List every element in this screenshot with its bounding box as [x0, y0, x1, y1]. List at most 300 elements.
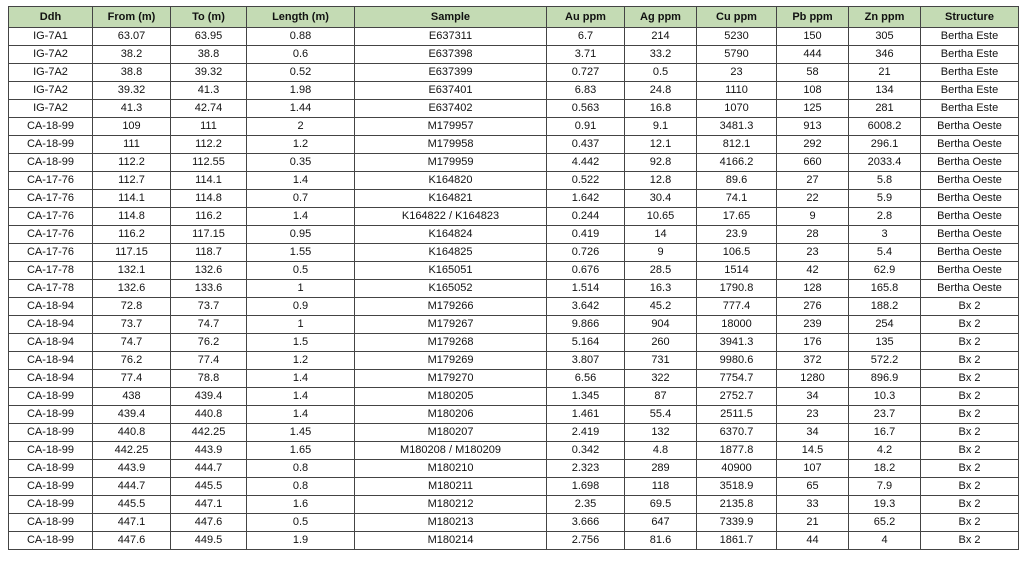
cell-cu: 40900: [697, 460, 777, 478]
cell-ag: 92.8: [625, 154, 697, 172]
cell-from: 114.8: [93, 208, 171, 226]
cell-structure: Bertha Este: [921, 28, 1019, 46]
cell-from: 117.15: [93, 244, 171, 262]
cell-to: 77.4: [171, 352, 247, 370]
cell-structure: Bx 2: [921, 406, 1019, 424]
cell-from: 114.1: [93, 190, 171, 208]
cell-length: 1: [247, 316, 355, 334]
cell-ddh: CA-18-99: [9, 406, 93, 424]
cell-cu: 2511.5: [697, 406, 777, 424]
cell-structure: Bx 2: [921, 334, 1019, 352]
cell-structure: Bx 2: [921, 442, 1019, 460]
cell-cu: 17.65: [697, 208, 777, 226]
cell-ag: 647: [625, 514, 697, 532]
cell-structure: Bx 2: [921, 514, 1019, 532]
cell-ddh: CA-18-94: [9, 334, 93, 352]
cell-ag: 9.1: [625, 118, 697, 136]
cell-pb: 108: [777, 82, 849, 100]
table-row: [9, 460, 1019, 478]
cell-zn: 10.3: [849, 388, 921, 406]
cell-ag: 289: [625, 460, 697, 478]
cell-ddh: CA-18-99: [9, 442, 93, 460]
table-row: [9, 316, 1019, 334]
cell-cu: 89.6: [697, 172, 777, 190]
cell-from: 76.2: [93, 352, 171, 370]
cell-ddh: IG-7A2: [9, 82, 93, 100]
cell-zn: 2033.4: [849, 154, 921, 172]
cell-structure: Bertha Este: [921, 100, 1019, 118]
cell-cu: 6370.7: [697, 424, 777, 442]
header-structure: Structure: [921, 7, 1019, 28]
cell-from: 41.3: [93, 100, 171, 118]
cell-ag: 45.2: [625, 298, 697, 316]
cell-ddh: CA-17-78: [9, 280, 93, 298]
cell-ag: 55.4: [625, 406, 697, 424]
cell-zn: 5.9: [849, 190, 921, 208]
cell-from: 38.2: [93, 46, 171, 64]
cell-pb: 125: [777, 100, 849, 118]
cell-ddh: IG-7A2: [9, 64, 93, 82]
cell-from: 116.2: [93, 226, 171, 244]
cell-au: 3.642: [547, 298, 625, 316]
header-pb: Pb ppm: [777, 7, 849, 28]
header-ddh: Ddh: [9, 7, 93, 28]
cell-to: 73.7: [171, 298, 247, 316]
cell-length: 1.9: [247, 532, 355, 550]
table-row: [9, 46, 1019, 64]
cell-zn: 135: [849, 334, 921, 352]
cell-pb: 276: [777, 298, 849, 316]
assay-table-container: [8, 6, 1018, 550]
cell-au: 4.442: [547, 154, 625, 172]
cell-length: 1: [247, 280, 355, 298]
cell-au: 0.419: [547, 226, 625, 244]
cell-structure: Bertha Oeste: [921, 190, 1019, 208]
cell-zn: 305: [849, 28, 921, 46]
cell-pb: 292: [777, 136, 849, 154]
cell-ddh: CA-18-99: [9, 532, 93, 550]
cell-cu: 3481.3: [697, 118, 777, 136]
cell-to: 114.8: [171, 190, 247, 208]
cell-au: 9.866: [547, 316, 625, 334]
cell-from: 77.4: [93, 370, 171, 388]
table-row: [9, 352, 1019, 370]
cell-sample: M179958: [355, 136, 547, 154]
cell-length: 1.55: [247, 244, 355, 262]
cell-zn: 254: [849, 316, 921, 334]
cell-ag: 322: [625, 370, 697, 388]
table-row: [9, 244, 1019, 262]
cell-length: 1.4: [247, 406, 355, 424]
cell-pb: 34: [777, 424, 849, 442]
cell-au: 1.642: [547, 190, 625, 208]
cell-length: 0.7: [247, 190, 355, 208]
cell-from: 111: [93, 136, 171, 154]
cell-ag: 10.65: [625, 208, 697, 226]
cell-ag: 12.1: [625, 136, 697, 154]
cell-pb: 28: [777, 226, 849, 244]
cell-to: 442.25: [171, 424, 247, 442]
cell-ag: 69.5: [625, 496, 697, 514]
cell-ddh: CA-18-99: [9, 460, 93, 478]
header-zn: Zn ppm: [849, 7, 921, 28]
cell-zn: 16.7: [849, 424, 921, 442]
cell-to: 38.8: [171, 46, 247, 64]
cell-sample: E637401: [355, 82, 547, 100]
cell-ddh: CA-18-94: [9, 352, 93, 370]
cell-length: 0.9: [247, 298, 355, 316]
cell-pb: 58: [777, 64, 849, 82]
cell-au: 0.726: [547, 244, 625, 262]
cell-to: 116.2: [171, 208, 247, 226]
cell-pb: 176: [777, 334, 849, 352]
cell-au: 2.419: [547, 424, 625, 442]
cell-zn: 5.4: [849, 244, 921, 262]
cell-au: 2.756: [547, 532, 625, 550]
cell-cu: 1861.7: [697, 532, 777, 550]
cell-to: 447.6: [171, 514, 247, 532]
cell-to: 118.7: [171, 244, 247, 262]
assay-results-table: [8, 6, 1019, 550]
cell-structure: Bertha Este: [921, 82, 1019, 100]
cell-au: 1.461: [547, 406, 625, 424]
cell-structure: Bx 2: [921, 532, 1019, 550]
cell-from: 447.1: [93, 514, 171, 532]
cell-length: 1.45: [247, 424, 355, 442]
cell-length: 1.5: [247, 334, 355, 352]
cell-length: 1.98: [247, 82, 355, 100]
cell-zn: 65.2: [849, 514, 921, 532]
cell-structure: Bx 2: [921, 352, 1019, 370]
table-row: [9, 154, 1019, 172]
cell-ddh: CA-17-78: [9, 262, 93, 280]
cell-length: 0.5: [247, 514, 355, 532]
table-row: [9, 28, 1019, 46]
cell-pb: 128: [777, 280, 849, 298]
cell-to: 133.6: [171, 280, 247, 298]
cell-structure: Bertha Oeste: [921, 172, 1019, 190]
cell-to: 114.1: [171, 172, 247, 190]
table-row: [9, 190, 1019, 208]
cell-ag: 9: [625, 244, 697, 262]
table-row: [9, 64, 1019, 82]
cell-structure: Bx 2: [921, 370, 1019, 388]
cell-au: 5.164: [547, 334, 625, 352]
cell-from: 440.8: [93, 424, 171, 442]
cell-sample: M180208 / M180209: [355, 442, 547, 460]
table-row: [9, 388, 1019, 406]
cell-pb: 23: [777, 244, 849, 262]
cell-from: 438: [93, 388, 171, 406]
cell-structure: Bx 2: [921, 496, 1019, 514]
cell-from: 443.9: [93, 460, 171, 478]
cell-cu: 4166.2: [697, 154, 777, 172]
cell-length: 0.95: [247, 226, 355, 244]
cell-pb: 150: [777, 28, 849, 46]
cell-au: 0.342: [547, 442, 625, 460]
cell-sample: K165052: [355, 280, 547, 298]
cell-zn: 4: [849, 532, 921, 550]
cell-structure: Bertha Oeste: [921, 208, 1019, 226]
cell-length: 1.4: [247, 388, 355, 406]
cell-zn: 5.8: [849, 172, 921, 190]
cell-ddh: CA-17-76: [9, 244, 93, 262]
table-row: [9, 100, 1019, 118]
cell-cu: 777.4: [697, 298, 777, 316]
cell-ag: 12.8: [625, 172, 697, 190]
cell-ddh: IG-7A2: [9, 100, 93, 118]
cell-ag: 731: [625, 352, 697, 370]
header-ag: Ag ppm: [625, 7, 697, 28]
table-row: [9, 118, 1019, 136]
cell-to: 117.15: [171, 226, 247, 244]
table-row: [9, 226, 1019, 244]
cell-to: 78.8: [171, 370, 247, 388]
cell-cu: 5790: [697, 46, 777, 64]
cell-to: 449.5: [171, 532, 247, 550]
cell-au: 0.727: [547, 64, 625, 82]
cell-ag: 28.5: [625, 262, 697, 280]
cell-ddh: IG-7A1: [9, 28, 93, 46]
cell-pb: 27: [777, 172, 849, 190]
cell-au: 6.7: [547, 28, 625, 46]
header-sample: Sample: [355, 7, 547, 28]
cell-sample: M179268: [355, 334, 547, 352]
cell-cu: 2135.8: [697, 496, 777, 514]
cell-ag: 16.3: [625, 280, 697, 298]
cell-zn: 572.2: [849, 352, 921, 370]
cell-to: 439.4: [171, 388, 247, 406]
cell-cu: 5230: [697, 28, 777, 46]
cell-length: 0.6: [247, 46, 355, 64]
cell-length: 0.35: [247, 154, 355, 172]
cell-zn: 18.2: [849, 460, 921, 478]
cell-ag: 214: [625, 28, 697, 46]
cell-au: 0.91: [547, 118, 625, 136]
cell-to: 74.7: [171, 316, 247, 334]
cell-pb: 34: [777, 388, 849, 406]
cell-cu: 9980.6: [697, 352, 777, 370]
cell-from: 112.7: [93, 172, 171, 190]
table-row: [9, 424, 1019, 442]
cell-zn: 23.7: [849, 406, 921, 424]
cell-length: 1.2: [247, 136, 355, 154]
cell-cu: 18000: [697, 316, 777, 334]
cell-structure: Bertha Oeste: [921, 226, 1019, 244]
cell-sample: M179957: [355, 118, 547, 136]
cell-structure: Bx 2: [921, 478, 1019, 496]
cell-sample: M179270: [355, 370, 547, 388]
cell-length: 1.4: [247, 370, 355, 388]
cell-cu: 1514: [697, 262, 777, 280]
cell-au: 0.676: [547, 262, 625, 280]
cell-cu: 1790.8: [697, 280, 777, 298]
cell-sample: M179269: [355, 352, 547, 370]
cell-sample: E637399: [355, 64, 547, 82]
cell-length: 0.5: [247, 262, 355, 280]
cell-structure: Bertha Oeste: [921, 154, 1019, 172]
cell-cu: 23: [697, 64, 777, 82]
cell-cu: 3941.3: [697, 334, 777, 352]
table-row: [9, 82, 1019, 100]
cell-au: 3.807: [547, 352, 625, 370]
cell-structure: Bertha Oeste: [921, 244, 1019, 262]
cell-to: 440.8: [171, 406, 247, 424]
table-body: [9, 28, 1019, 550]
cell-sample: K164820: [355, 172, 547, 190]
header-row: [9, 7, 1019, 28]
cell-from: 444.7: [93, 478, 171, 496]
cell-cu: 106.5: [697, 244, 777, 262]
cell-from: 74.7: [93, 334, 171, 352]
cell-sample: M180213: [355, 514, 547, 532]
cell-from: 72.8: [93, 298, 171, 316]
cell-pb: 372: [777, 352, 849, 370]
cell-ag: 87: [625, 388, 697, 406]
cell-sample: M180205: [355, 388, 547, 406]
cell-sample: M180211: [355, 478, 547, 496]
cell-ag: 33.2: [625, 46, 697, 64]
cell-ag: 4.8: [625, 442, 697, 460]
cell-structure: Bertha Oeste: [921, 280, 1019, 298]
cell-zn: 281: [849, 100, 921, 118]
table-row: [9, 442, 1019, 460]
header-from: From (m): [93, 7, 171, 28]
cell-sample: E637402: [355, 100, 547, 118]
table-row: [9, 298, 1019, 316]
cell-pb: 9: [777, 208, 849, 226]
cell-length: 0.8: [247, 460, 355, 478]
table-row: [9, 532, 1019, 550]
cell-ddh: CA-18-94: [9, 316, 93, 334]
cell-ag: 118: [625, 478, 697, 496]
cell-to: 112.55: [171, 154, 247, 172]
cell-pb: 21: [777, 514, 849, 532]
cell-au: 2.323: [547, 460, 625, 478]
cell-cu: 7339.9: [697, 514, 777, 532]
cell-pb: 913: [777, 118, 849, 136]
cell-ddh: CA-17-76: [9, 208, 93, 226]
table-row: [9, 514, 1019, 532]
cell-ag: 14: [625, 226, 697, 244]
cell-to: 447.1: [171, 496, 247, 514]
cell-sample: M180206: [355, 406, 547, 424]
cell-pb: 22: [777, 190, 849, 208]
cell-to: 41.3: [171, 82, 247, 100]
cell-ag: 260: [625, 334, 697, 352]
cell-au: 0.522: [547, 172, 625, 190]
cell-sample: K164821: [355, 190, 547, 208]
cell-au: 0.437: [547, 136, 625, 154]
cell-length: 1.44: [247, 100, 355, 118]
cell-pb: 23: [777, 406, 849, 424]
cell-ddh: CA-18-99: [9, 478, 93, 496]
cell-pb: 42: [777, 262, 849, 280]
table-row: [9, 172, 1019, 190]
cell-structure: Bx 2: [921, 316, 1019, 334]
table-row: [9, 496, 1019, 514]
cell-sample: M179266: [355, 298, 547, 316]
cell-ag: 16.8: [625, 100, 697, 118]
table-row: [9, 208, 1019, 226]
cell-au: 6.83: [547, 82, 625, 100]
cell-au: 1.698: [547, 478, 625, 496]
table-row: [9, 370, 1019, 388]
cell-au: 3.666: [547, 514, 625, 532]
cell-ddh: CA-18-99: [9, 424, 93, 442]
cell-cu: 1110: [697, 82, 777, 100]
cell-ddh: CA-18-99: [9, 154, 93, 172]
cell-sample: K164822 / K164823: [355, 208, 547, 226]
cell-structure: Bertha Este: [921, 46, 1019, 64]
cell-ag: 30.4: [625, 190, 697, 208]
cell-to: 111: [171, 118, 247, 136]
cell-ag: 81.6: [625, 532, 697, 550]
cell-cu: 23.9: [697, 226, 777, 244]
cell-cu: 2752.7: [697, 388, 777, 406]
cell-from: 38.8: [93, 64, 171, 82]
cell-pb: 107: [777, 460, 849, 478]
cell-ddh: CA-18-99: [9, 388, 93, 406]
table-row: [9, 478, 1019, 496]
cell-structure: Bx 2: [921, 388, 1019, 406]
cell-sample: M180212: [355, 496, 547, 514]
cell-ddh: CA-17-76: [9, 226, 93, 244]
cell-cu: 74.1: [697, 190, 777, 208]
cell-from: 112.2: [93, 154, 171, 172]
cell-sample: M179267: [355, 316, 547, 334]
cell-pb: 444: [777, 46, 849, 64]
cell-structure: Bx 2: [921, 424, 1019, 442]
cell-zn: 296.1: [849, 136, 921, 154]
cell-ag: 0.5: [625, 64, 697, 82]
cell-ag: 24.8: [625, 82, 697, 100]
cell-from: 439.4: [93, 406, 171, 424]
cell-length: 0.8: [247, 478, 355, 496]
cell-length: 0.88: [247, 28, 355, 46]
cell-sample: E637398: [355, 46, 547, 64]
cell-cu: 7754.7: [697, 370, 777, 388]
cell-ddh: IG-7A2: [9, 46, 93, 64]
cell-pb: 65: [777, 478, 849, 496]
cell-sample: M180214: [355, 532, 547, 550]
cell-zn: 62.9: [849, 262, 921, 280]
cell-ddh: CA-18-99: [9, 136, 93, 154]
cell-from: 447.6: [93, 532, 171, 550]
cell-cu: 3518.9: [697, 478, 777, 496]
table-row: [9, 136, 1019, 154]
cell-zn: 134: [849, 82, 921, 100]
cell-to: 42.74: [171, 100, 247, 118]
cell-from: 63.07: [93, 28, 171, 46]
cell-length: 1.65: [247, 442, 355, 460]
header-to: To (m): [171, 7, 247, 28]
cell-length: 2: [247, 118, 355, 136]
table-row: [9, 334, 1019, 352]
cell-ddh: CA-18-99: [9, 496, 93, 514]
cell-ddh: CA-18-94: [9, 370, 93, 388]
cell-zn: 165.8: [849, 280, 921, 298]
cell-sample: K164824: [355, 226, 547, 244]
cell-zn: 19.3: [849, 496, 921, 514]
cell-pb: 33: [777, 496, 849, 514]
cell-au: 3.71: [547, 46, 625, 64]
cell-zn: 3: [849, 226, 921, 244]
cell-au: 1.514: [547, 280, 625, 298]
cell-ddh: CA-18-94: [9, 298, 93, 316]
table-row: [9, 262, 1019, 280]
cell-sample: M179959: [355, 154, 547, 172]
